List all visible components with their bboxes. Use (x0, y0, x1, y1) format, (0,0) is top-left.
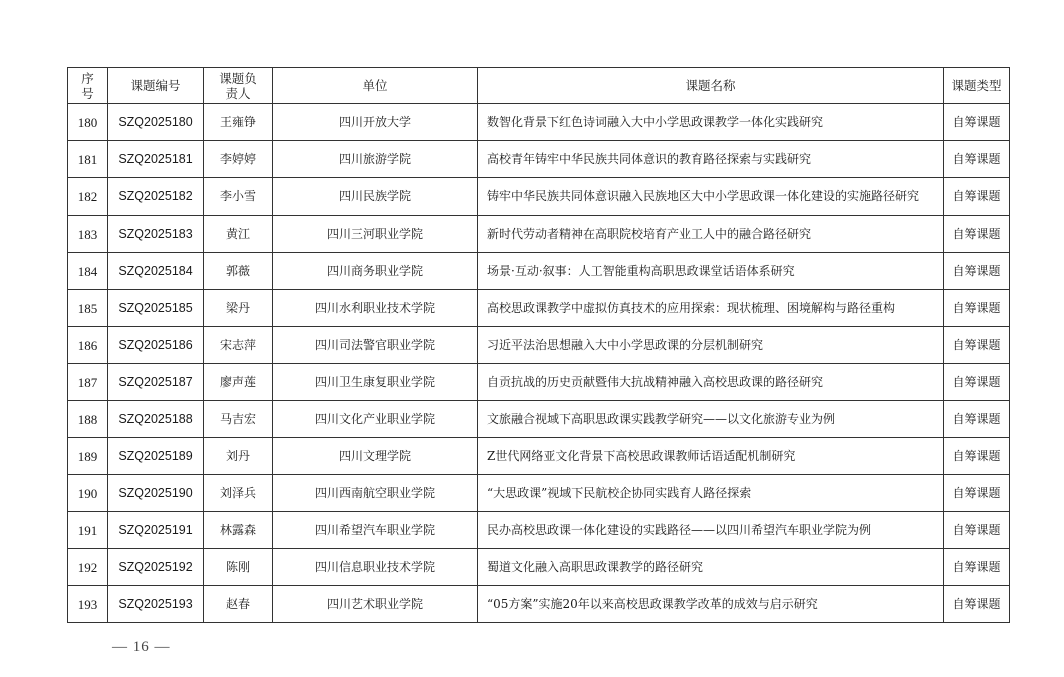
cell-leader: 李小雪 (204, 178, 273, 216)
cell-type: 自筹课题 (944, 178, 1010, 216)
header-code: 课题编号 (108, 68, 204, 104)
cell-type: 自筹课题 (944, 141, 1010, 178)
cell-code: SZQ2025187 (108, 364, 204, 401)
table-header (68, 68, 1010, 104)
cell-index: 192 (68, 549, 108, 586)
table-row (68, 178, 1010, 216)
cell-index: 193 (68, 586, 108, 623)
cell-title: 铸牢中华民族共同体意识融入民族地区大中小学思政课一体化建设的实施路径研究 (478, 178, 944, 216)
cell-code: SZQ2025190 (108, 475, 204, 512)
cell-index: 187 (68, 364, 108, 401)
cell-type: 自筹课题 (944, 290, 1010, 327)
cell-code: SZQ2025181 (108, 141, 204, 178)
cell-title: “05方案”实施20年以来高校思政课教学改革的成效与启示研究 (478, 586, 944, 623)
cell-unit: 四川艺术职业学院 (273, 586, 478, 623)
header-leader: 课题负责人 (204, 68, 273, 104)
cell-leader: 李婷婷 (204, 141, 273, 178)
cell-leader: 王雍铮 (204, 104, 273, 141)
cell-unit: 四川卫生康复职业学院 (273, 364, 478, 401)
cell-type: 自筹课题 (944, 401, 1010, 438)
cell-unit: 四川民族学院 (273, 178, 478, 216)
table-row (68, 586, 1010, 623)
cell-title: 新时代劳动者精神在高职院校培育产业工人中的融合路径研究 (478, 216, 944, 253)
cell-unit: 四川三河职业学院 (273, 216, 478, 253)
cell-index: 189 (68, 438, 108, 475)
project-table (67, 67, 1010, 623)
table-row (68, 401, 1010, 438)
cell-type: 自筹课题 (944, 364, 1010, 401)
page-number: — 16 — (112, 639, 171, 655)
cell-code: SZQ2025183 (108, 216, 204, 253)
cell-leader: 宋志萍 (204, 327, 273, 364)
cell-unit: 四川信息职业技术学院 (273, 549, 478, 586)
cell-code: SZQ2025191 (108, 512, 204, 549)
cell-type: 自筹课题 (944, 104, 1010, 141)
cell-leader: 赵春 (204, 586, 273, 623)
cell-unit: 四川商务职业学院 (273, 253, 478, 290)
cell-title: 蜀道文化融入高职思政课教学的路径研究 (478, 549, 944, 586)
cell-index: 185 (68, 290, 108, 327)
cell-index: 180 (68, 104, 108, 141)
header-type: 课题类型 (944, 68, 1010, 104)
table-row (68, 549, 1010, 586)
cell-leader: 廖声莲 (204, 364, 273, 401)
header-unit: 单位 (273, 68, 478, 104)
cell-title: 习近平法治思想融入大中小学思政课的分层机制研究 (478, 327, 944, 364)
cell-index: 186 (68, 327, 108, 364)
cell-unit: 四川司法警官职业学院 (273, 327, 478, 364)
cell-type: 自筹课题 (944, 512, 1010, 549)
cell-leader: 林露森 (204, 512, 273, 549)
cell-index: 188 (68, 401, 108, 438)
cell-code: SZQ2025192 (108, 549, 204, 586)
table-row (68, 438, 1010, 475)
cell-leader: 马吉宏 (204, 401, 273, 438)
cell-index: 190 (68, 475, 108, 512)
header-title: 课题名称 (478, 68, 944, 104)
cell-unit: 四川文化产业职业学院 (273, 401, 478, 438)
cell-code: SZQ2025186 (108, 327, 204, 364)
cell-leader: 郭薇 (204, 253, 273, 290)
table-row (68, 253, 1010, 290)
header-index: 序号 (68, 68, 108, 104)
cell-unit: 四川希望汽车职业学院 (273, 512, 478, 549)
table-row (68, 475, 1010, 512)
cell-type: 自筹课题 (944, 327, 1010, 364)
cell-type: 自筹课题 (944, 586, 1010, 623)
header-row (68, 68, 1010, 104)
cell-title: 高校思政课教学中虚拟仿真技术的应用探索：现状梳理、困境解构与路径重构 (478, 290, 944, 327)
cell-title: 自贡抗战的历史贡献暨伟大抗战精神融入高校思政课的路径研究 (478, 364, 944, 401)
cell-index: 182 (68, 178, 108, 216)
table-row (68, 104, 1010, 141)
cell-type: 自筹课题 (944, 253, 1010, 290)
table-row (68, 327, 1010, 364)
cell-title: 高校青年铸牢中华民族共同体意识的教育路径探索与实践研究 (478, 141, 944, 178)
table-row (68, 364, 1010, 401)
cell-code: SZQ2025193 (108, 586, 204, 623)
table-row (68, 216, 1010, 253)
table-row (68, 512, 1010, 549)
cell-unit: 四川文理学院 (273, 438, 478, 475)
cell-unit: 四川西南航空职业学院 (273, 475, 478, 512)
cell-leader: 刘丹 (204, 438, 273, 475)
cell-index: 184 (68, 253, 108, 290)
cell-unit: 四川旅游学院 (273, 141, 478, 178)
cell-leader: 陈刚 (204, 549, 273, 586)
cell-type: 自筹课题 (944, 216, 1010, 253)
cell-title: 数智化背景下红色诗词融入大中小学思政课教学一体化实践研究 (478, 104, 944, 141)
cell-leader: 梁丹 (204, 290, 273, 327)
cell-code: SZQ2025188 (108, 401, 204, 438)
cell-type: 自筹课题 (944, 438, 1010, 475)
cell-unit: 四川开放大学 (273, 104, 478, 141)
cell-title: 文旅融合视域下高职思政课实践教学研究——以文化旅游专业为例 (478, 401, 944, 438)
cell-code: SZQ2025182 (108, 178, 204, 216)
table-row (68, 290, 1010, 327)
cell-title: 场景·互动·叙事：人工智能重构高职思政课堂话语体系研究 (478, 253, 944, 290)
cell-code: SZQ2025180 (108, 104, 204, 141)
cell-code: SZQ2025189 (108, 438, 204, 475)
cell-code: SZQ2025184 (108, 253, 204, 290)
cell-leader: 黄江 (204, 216, 273, 253)
cell-leader: 刘泽兵 (204, 475, 273, 512)
cell-title: “大思政课”视域下民航校企协同实践育人路径探索 (478, 475, 944, 512)
cell-title: Z世代网络亚文化背景下高校思政课教师话语适配机制研究 (478, 438, 944, 475)
cell-type: 自筹课题 (944, 475, 1010, 512)
table-row (68, 141, 1010, 178)
cell-type: 自筹课题 (944, 549, 1010, 586)
table-body (68, 104, 1010, 623)
cell-index: 181 (68, 141, 108, 178)
cell-index: 183 (68, 216, 108, 253)
cell-title: 民办高校思政课一体化建设的实践路径——以四川希望汽车职业学院为例 (478, 512, 944, 549)
cell-unit: 四川水利职业技术学院 (273, 290, 478, 327)
cell-code: SZQ2025185 (108, 290, 204, 327)
cell-index: 191 (68, 512, 108, 549)
